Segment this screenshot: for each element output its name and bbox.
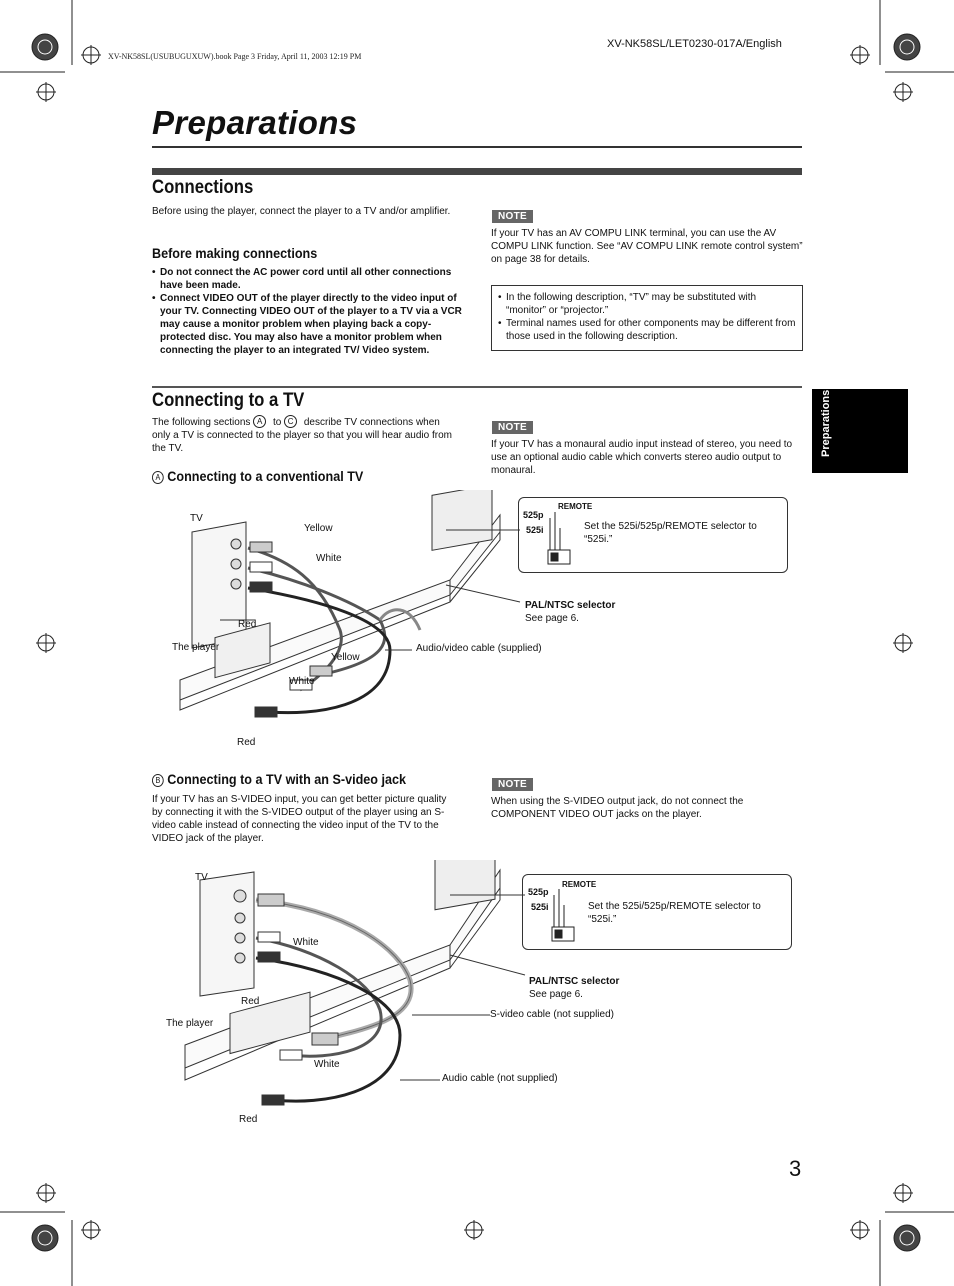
label-red: Red [241,996,260,1007]
pal-ntsc-text: See page 6. [529,989,583,1000]
section-rule-connections [152,168,802,175]
label-white: White [289,676,315,687]
marker-c: C [284,415,297,428]
label-red: Red [238,619,257,630]
intro-text: The following sections [152,417,254,428]
connecting-tv-heading: Connecting to a TV [152,390,305,411]
label-player: The player [166,1018,214,1029]
label-remote: REMOTE [562,880,597,889]
label-player: The player [172,642,220,653]
before-connections-list [152,266,462,357]
note-text-monaural: If your TV has a monaural audio input instead of stereo, you need to use an optional audio cable which converts stereo audio output to monaural. [491,439,793,476]
section-b-text: If your TV has an S-VIDEO input, you can get better picture quality by connecting it with the S-VIDEO output of the player using an S-video cable instead of connecting the video input of the TV to the VIDEO jack of the player. [152,794,447,844]
list-item: • Terminal names used for other components may be different from those used in the following description. [498,317,796,343]
label-525p: 525p [528,887,549,897]
label-white: White [293,937,319,948]
selector-instruction: Set the 525i/525p/REMOTE selector to “525i.” [584,521,757,545]
title-rule [152,146,802,148]
page-number: 3 [789,1156,802,1181]
label-red: Red [237,737,256,748]
label-tv: TV [195,872,208,883]
section-rule-tv [152,386,802,388]
note-badge: NOTE [492,778,533,791]
pal-ntsc-text: See page 6. [525,613,579,624]
list-item: • In the following description, “TV” may be substituted with “monitor” or “projector.” [498,291,796,317]
intro-text: to [270,417,285,428]
page-title: Preparations [152,104,358,141]
info-box [491,285,803,351]
marker-a: A [152,471,164,484]
section-a-title: Connecting to a conventional TV [167,468,364,484]
label-av-cable: Audio/video cable (supplied) [416,643,542,654]
label-remote: REMOTE [558,502,593,511]
connections-intro: Before using the player, connect the player to a TV and/or amplifier. [152,206,451,217]
intro-text: describe TV connections when only a TV is connected to the player so that you will hear audio from the TV. [152,417,452,454]
connecting-tv-intro [152,415,457,455]
label-white: White [314,1059,340,1070]
pal-ntsc-title: PAL/NTSC selector [529,976,620,987]
label-525p: 525p [523,510,544,520]
selector-switch-icon [544,887,584,947]
section-b-title: Connecting to a TV with an S-video jack [167,771,407,787]
label-tv: TV [190,513,203,524]
side-tab-preparations [812,389,908,473]
label-yellow: Yellow [304,523,333,534]
marker-b: B [152,774,164,787]
file-info-header: XV-NK58SL(USUBUGUXUW).book Page 3 Friday, April 11, 2003 12:19 PM [108,52,362,61]
label-white: White [316,553,342,564]
note-badge: NOTE [492,210,533,223]
selector-instruction: Set the 525i/525p/REMOTE selector to “525i.” [588,901,761,925]
note-text-compulink: If your TV has an AV COMPU LINK terminal, you can use the AV COMPU LINK function. See “AV COMPU LINK remote control system” on page 38 for details. [491,228,803,265]
list-item: • Connect VIDEO OUT of the player directly to the video input of your TV. Connecting VIDEO OUT of the player to a TV via a VCR may cause a monitor problem when playing back a copy-protected disc. You may also have a monitor problem when connecting the player to an integrated TV/ Video system. [152,292,462,357]
label-yellow: Yellow [331,652,360,663]
note-text-svideo: When using the S-VIDEO output jack, do not connect the COMPONENT VIDEO OUT jacks on the player. [491,796,744,820]
selector-switch-icon [540,510,580,570]
note-badge: NOTE [492,421,533,434]
connections-heading: Connections [152,177,254,198]
list-item: • Do not connect the AC power cord until all other connections have been made. [152,266,462,292]
label-red: Red [239,1114,258,1125]
section-a-heading [152,468,363,484]
label-525i: 525i [526,525,544,535]
label-audio-cable: Audio cable (not supplied) [442,1073,558,1084]
side-tab-label: Preparations [820,389,832,457]
section-b-heading [152,771,406,787]
pal-ntsc-title: PAL/NTSC selector [525,600,616,611]
label-525i: 525i [531,902,549,912]
label-svideo-cable: S-video cable (not supplied) [490,1009,614,1020]
before-connections-heading: Before making connections [152,245,318,261]
model-line: XV-NK58SL/LET0230-017A/English [607,38,782,50]
marker-a: A [253,415,266,428]
